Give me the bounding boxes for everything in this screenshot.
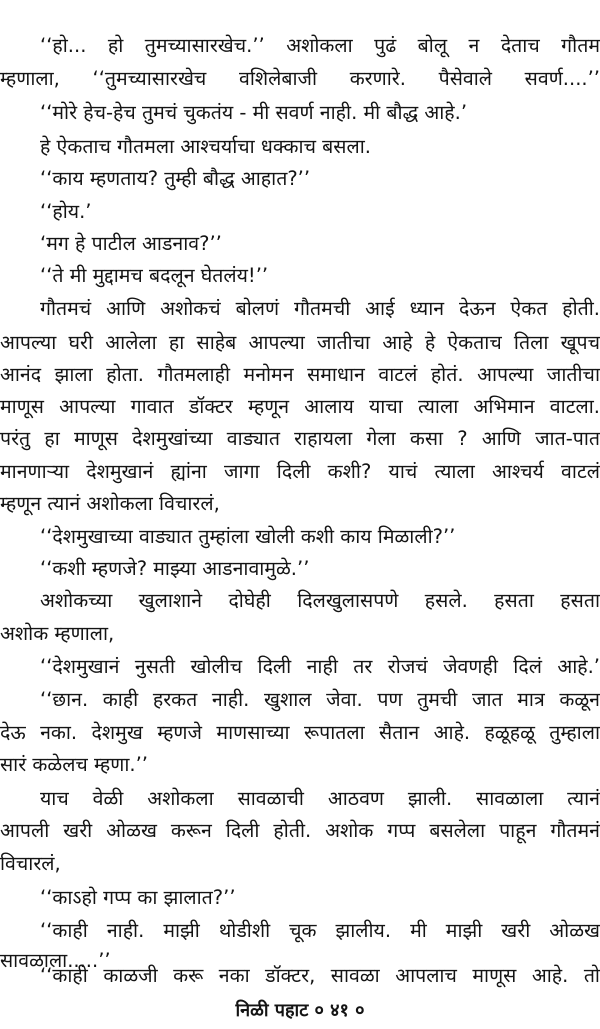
text-line: ‘‘हो... हो तुमच्यासारखेच.’’ अशोकला पुढं बोलू न देताच गौतम — [40, 34, 600, 57]
text-line: हे ऐकताच गौतमला आश्चर्याचा धक्काच बसला. — [40, 135, 371, 158]
text-line: गौतमचं आणि अशोकचं बोलणं गौतमची आई ध्यान देऊन ऐकत होती. — [40, 297, 600, 320]
text-line: मानणाऱ्या देशमुखानं ह्यांना जागा दिली कशी? याचं त्याला आश्चर्य वाटलं — [0, 460, 600, 483]
text-line: ‘‘ते मी मुद्दामच बदलून घेतलंय!’’ — [40, 264, 269, 287]
text-line: ‘‘काय म्हणताय? तुम्ही बौद्ध आहात?’’ — [40, 167, 311, 190]
page-footer: निळी पहाट ० ४१ ० — [235, 1000, 365, 1021]
text-line: सारं कळेलच म्हणा.’’ — [0, 753, 148, 776]
text-line: म्हणून त्यानं अशोकला विचारलं, — [0, 492, 220, 515]
text-line: ‘‘काही काळजी करू नका डॉक्टर, सावळा आपलाच माणूस आहे. तो — [40, 964, 600, 987]
text-line: विचारलं, — [0, 852, 61, 875]
text-line: माणूस आपल्या गावात डॉक्टर म्हणून आलाय याचा त्याला अभिमान वाटला. — [0, 395, 600, 418]
text-line: ‘‘काऽहो गप्प का झालात?’’ — [40, 886, 236, 909]
text-line: आपली खरी ओळख करून दिली होती. अशोक गप्प बसलेला पाहून गौतमनं — [0, 819, 600, 842]
text-line: परंतु हा माणूस देशमुखांच्या वाड्यात राहायला गेला कसा ? आणि जात-पात — [0, 427, 600, 450]
text-line: ‘‘मोरे हेच-हेच तुमचं चुकतंय - मी सवर्ण नाही. मी बौद्ध आहे.’ — [40, 101, 468, 124]
text-line: म्हणाला, ‘‘तुमच्यासारखेच वशिलेबाजी करणारे. पैसेवाले सवर्ण....’’ — [0, 67, 600, 90]
text-line: सावळाला.....’’ — [0, 949, 111, 972]
text-line: आपल्या घरी आलेला हा साहेब आपल्या जातीचा आहे हे ऐकताच तिला खूपच — [0, 331, 600, 354]
text-line: ‘मग हे पाटील आडनाव?’’ — [40, 232, 222, 255]
text-line: ‘‘देशमुखानं नुसती खोलीच दिली नाही तर रोजचं जेवणही दिलं आहे.’ — [40, 655, 600, 678]
text-line: ‘‘छान. काही हरकत नाही. खुशाल जेवा. पण तुमची जात मात्र कळून — [40, 688, 600, 711]
text-line: आनंद झाला होता. गौतमलाही मनोमन समाधान वाटलं होतं. आपल्या जातीचा — [0, 363, 600, 386]
text-line: याच वेळी अशोकला सावळाची आठवण झाली. सावळाला त्यानं — [40, 787, 600, 810]
text-line: देऊ नका. देशमुख म्हणजे माणसाच्या रूपातला सैतान आहे. हळूहळू तुम्हाला — [0, 721, 600, 744]
text-line: ‘‘काही नाही. माझी थोडीशी चूक झालीय. मी माझी खरी ओळख — [40, 919, 600, 942]
text-line: अशोकच्या खुलाशाने दोघेही दिलखुलासपणे हसले. हसता हसता — [40, 589, 600, 612]
text-line: ‘‘कशी म्हणजे? माझ्या आडनावामुळे.’’ — [40, 557, 310, 580]
text-line: अशोक म्हणाला, — [0, 622, 115, 645]
text-line: ‘‘होय.’ — [40, 200, 92, 223]
text-line: ‘‘देशमुखाच्या वाड्यात तुम्हांला खोली कशी काय मिळाली?’’ — [40, 525, 456, 548]
